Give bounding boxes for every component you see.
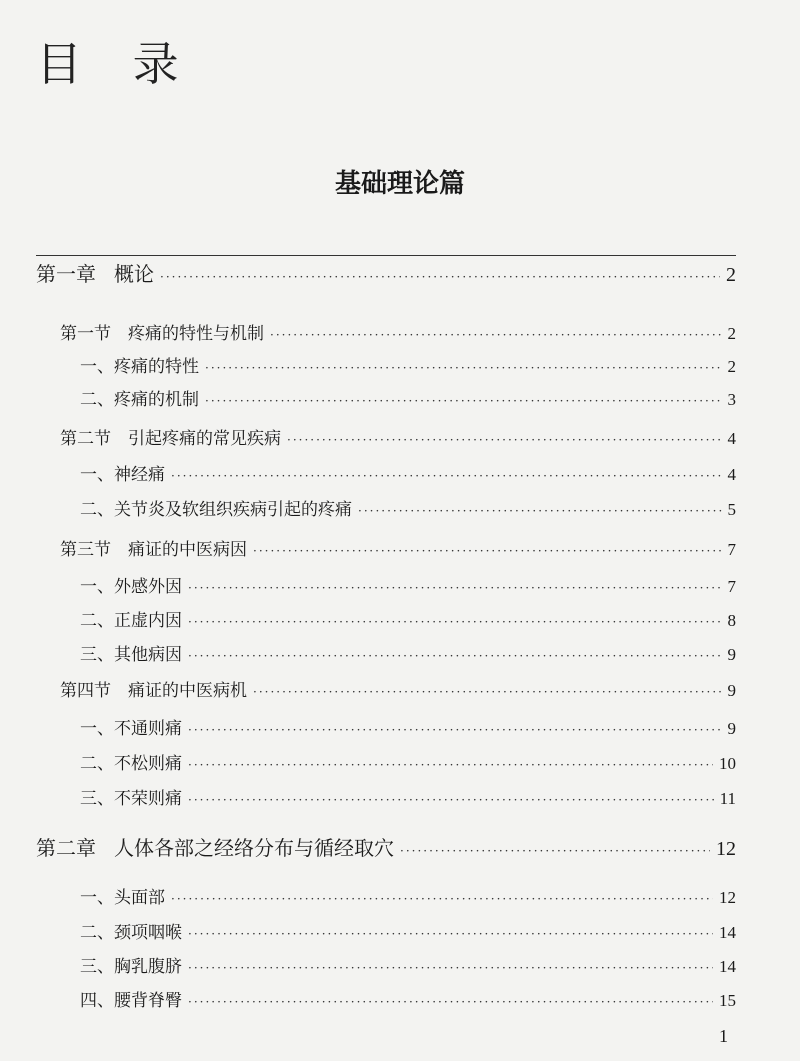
toc-item[interactable]	[80, 749, 736, 774]
item-title: 一、外感外因	[80, 577, 182, 597]
page-number: 12	[719, 888, 736, 907]
folio-page-number: 1	[719, 1026, 728, 1046]
toc-item[interactable]	[80, 460, 736, 485]
toc-section-3[interactable]	[60, 535, 736, 560]
toc-item[interactable]	[80, 918, 736, 943]
page-number: 14	[719, 923, 736, 942]
item-title: 一、不通则痛	[80, 719, 182, 739]
leader-dots	[188, 723, 722, 737]
page-number: 2	[726, 264, 736, 286]
toc-section-4[interactable]	[60, 676, 736, 701]
page-number: 8	[727, 611, 736, 630]
item-title: 二、不松则痛	[80, 754, 182, 774]
item-title: 二、正虚内因	[80, 611, 182, 631]
chapter-number: 第一章	[36, 262, 96, 286]
leader-dots	[205, 394, 722, 408]
item-title: 二、关节炎及软组织疾病引起的疼痛	[80, 500, 352, 520]
toc-item[interactable]	[80, 385, 736, 410]
leader-dots	[171, 469, 722, 483]
leader-dots	[188, 793, 714, 807]
leader-dots	[188, 758, 713, 772]
leader-dots	[287, 433, 722, 447]
section-title: 第三节 痛证的中医病因	[60, 540, 247, 560]
item-title: 一、神经痛	[80, 465, 165, 485]
item-title: 三、不荣则痛	[80, 789, 182, 809]
leader-dots	[188, 581, 722, 595]
toc-item[interactable]	[80, 572, 736, 597]
toc-item[interactable]	[80, 714, 736, 739]
section-title: 第一节 疼痛的特性与机制	[60, 324, 264, 344]
toc-item[interactable]	[80, 883, 736, 908]
page-number: 10	[719, 754, 736, 773]
chapter-number: 第二章	[36, 836, 96, 860]
page-number: 3	[727, 390, 736, 409]
page-number: 14	[719, 957, 736, 976]
leader-dots	[253, 544, 722, 558]
part-title: 基础理论篇	[334, 169, 465, 199]
toc-chapter-1[interactable]	[36, 258, 736, 287]
item-title: 一、头面部	[80, 888, 165, 908]
leader-dots	[205, 361, 722, 375]
page-number: 4	[727, 465, 736, 484]
page-number: 7	[727, 577, 736, 596]
toc-item[interactable]	[80, 784, 736, 809]
page-number: 4	[727, 429, 736, 448]
chapter-title: 人体各部之经络分布与循经取穴	[114, 836, 394, 860]
page-number: 11	[719, 789, 736, 808]
toc-item[interactable]	[80, 606, 736, 631]
leader-dots	[188, 649, 722, 663]
toc-item[interactable]	[80, 352, 736, 377]
item-title: 四、腰背脊臀	[80, 991, 182, 1011]
section-title: 第二节 引起疼痛的常见疾病	[60, 429, 281, 449]
toc-section-1[interactable]	[60, 319, 736, 344]
leader-dots	[188, 615, 722, 629]
leader-dots	[160, 270, 720, 284]
item-title: 三、其他病因	[80, 645, 182, 665]
page-number: 2	[727, 324, 736, 343]
page-number: 15	[719, 991, 736, 1010]
leader-dots	[400, 844, 710, 858]
page-title: 目 录	[36, 37, 197, 91]
item-title: 一、疼痛的特性	[80, 357, 199, 377]
page-number: 9	[727, 645, 736, 664]
page-number: 7	[727, 540, 736, 559]
toc-chapter-2[interactable]	[36, 832, 736, 861]
toc-item[interactable]	[80, 495, 736, 520]
toc-item[interactable]	[80, 640, 736, 665]
leader-dots	[171, 892, 713, 906]
leader-dots	[188, 927, 713, 941]
section-title: 第四节 痛证的中医病机	[60, 681, 247, 701]
toc-item[interactable]	[80, 986, 736, 1011]
toc-section-2[interactable]	[60, 424, 736, 449]
page-number: 12	[716, 838, 736, 860]
page-number: 9	[727, 719, 736, 738]
leader-dots	[188, 995, 713, 1009]
leader-dots	[253, 685, 722, 699]
item-title: 二、疼痛的机制	[80, 390, 199, 410]
leader-dots	[270, 328, 722, 342]
item-title: 三、胸乳腹脐	[80, 957, 182, 977]
item-title: 二、颈项咽喉	[80, 923, 182, 943]
leader-dots	[358, 504, 722, 518]
toc-item[interactable]	[80, 952, 736, 977]
leader-dots	[188, 961, 713, 975]
page-number: 2	[727, 357, 736, 376]
page-number: 9	[727, 681, 736, 700]
page-number: 5	[727, 500, 736, 519]
chapter-title: 概论	[114, 262, 154, 286]
